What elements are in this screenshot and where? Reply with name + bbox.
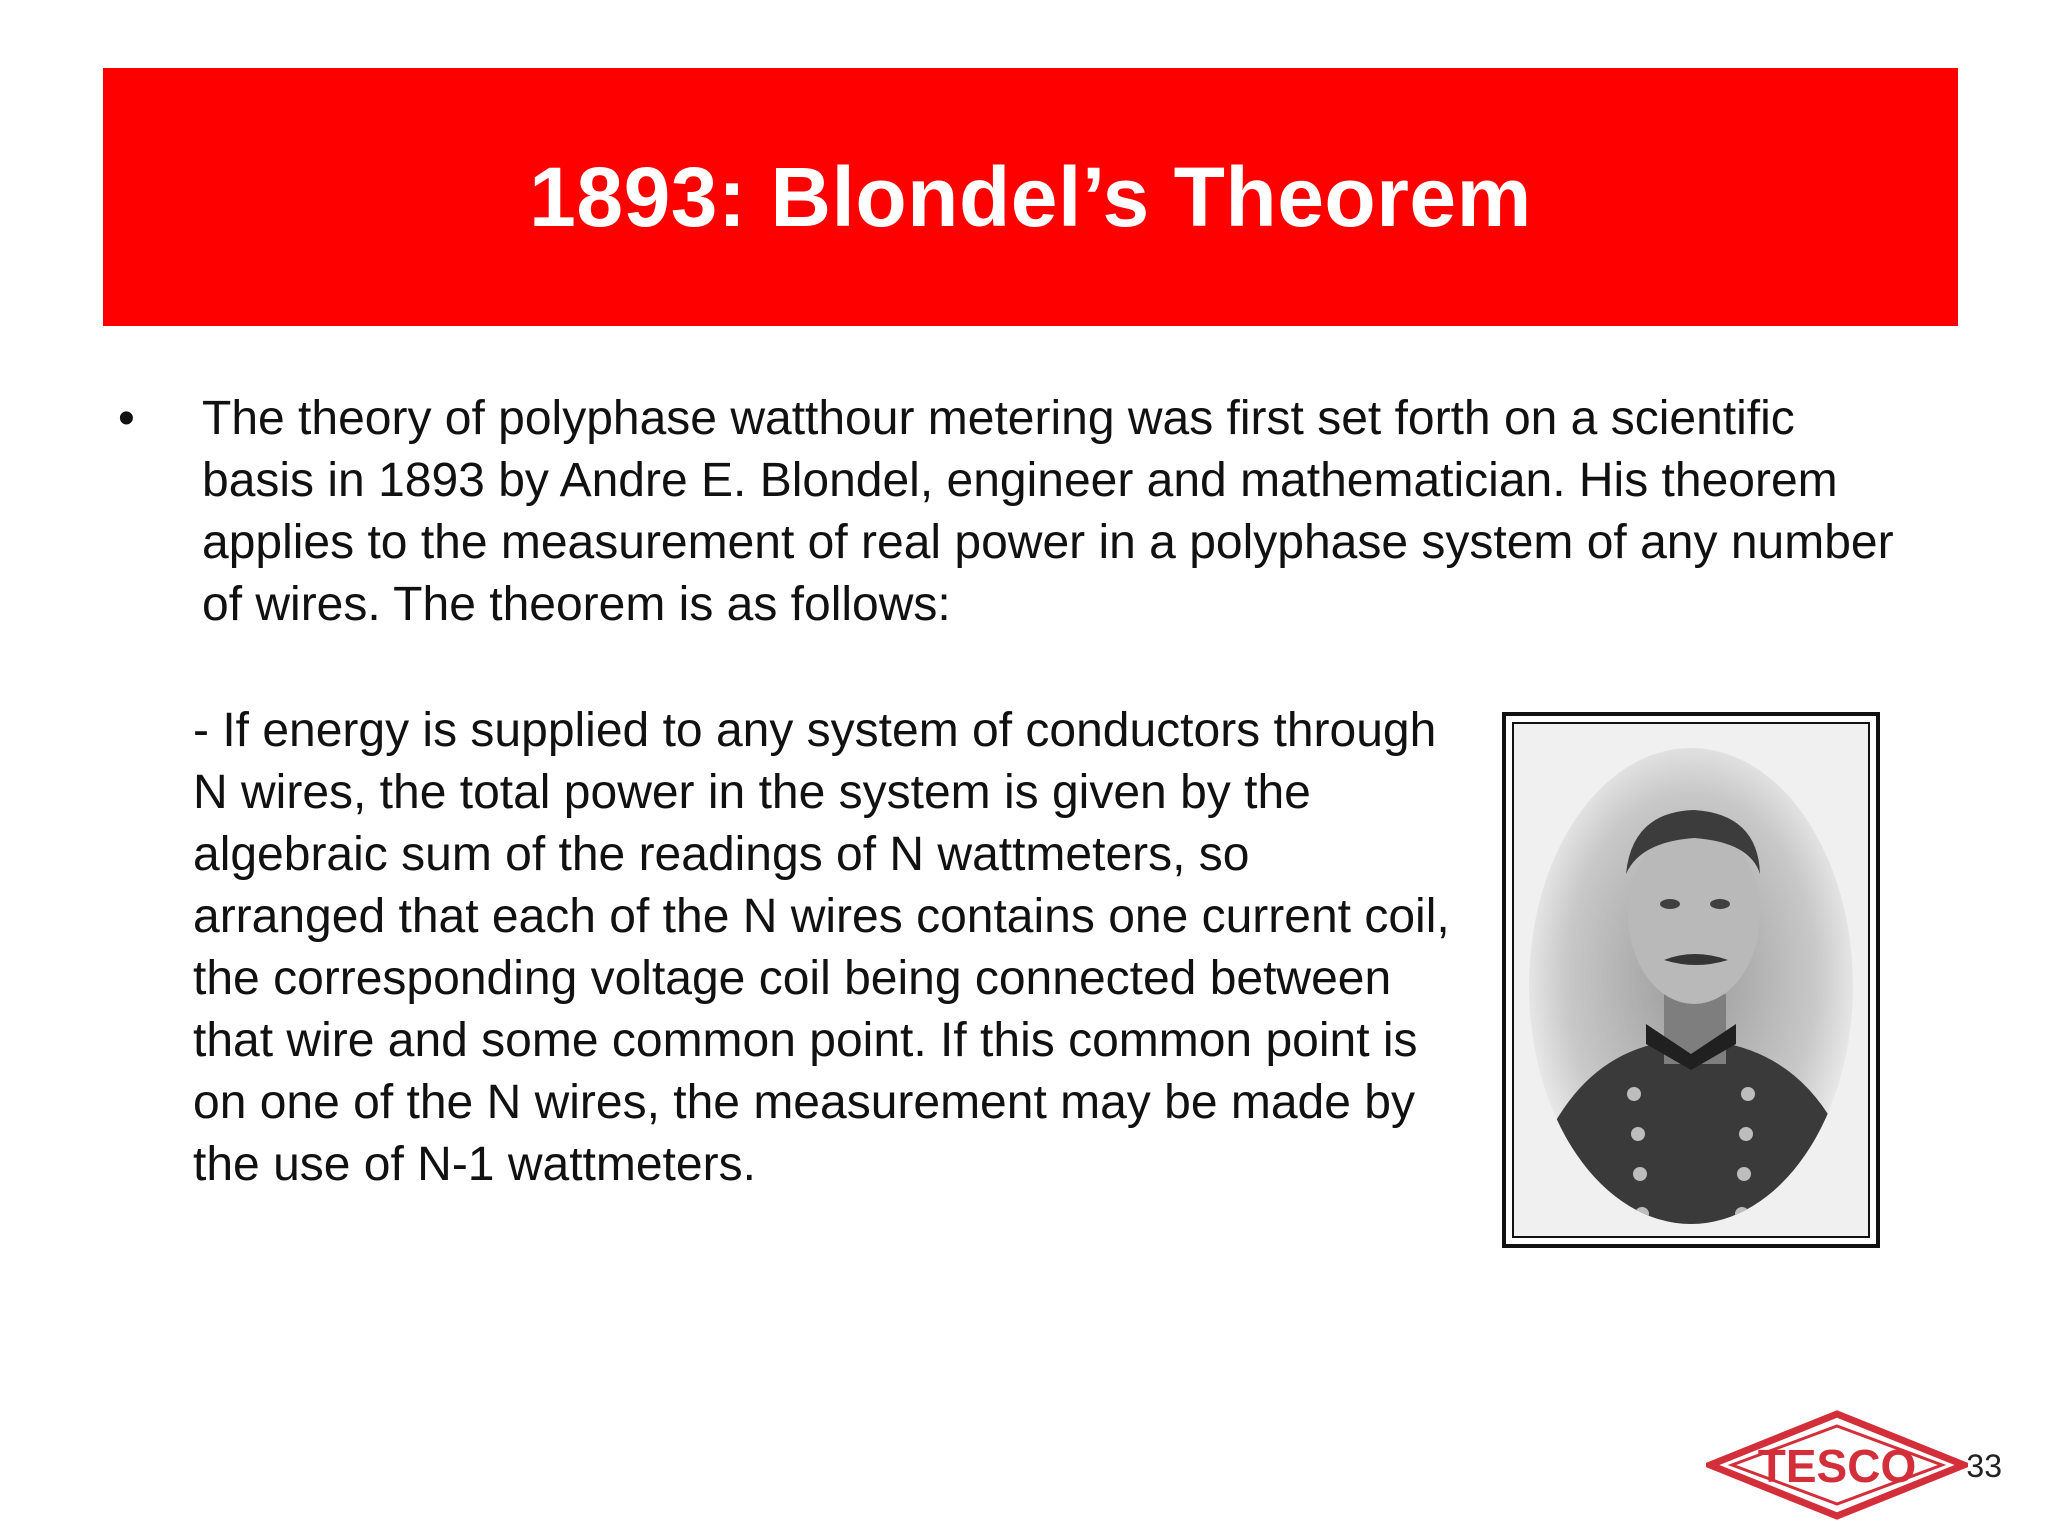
- slide-title: 1893: Blondel’s Theorem: [529, 149, 1532, 244]
- portrait-illustration: [1514, 724, 1868, 1236]
- theorem-statement: - If energy is supplied to any system of conductors through N wires, the total power in the system is given by the algebraic sum of the readings of N wattmeters, so arranged that each of the N wires contains one current coil, the corresponding voltage coil being connected between that wire and some common point. If this common point is on one of the N wires, the measurement may be made by the use of N-1 wattmeters.: [193, 704, 1450, 1191]
- bullet-item: [118, 388, 1918, 636]
- blondel-portrait: [1502, 712, 1880, 1248]
- title-banner: [103, 68, 1958, 326]
- bullet-marker: •: [118, 392, 135, 445]
- bullet-text: The theory of polyphase watthour metering was first set forth on a scientific basis in 1893 by Andre E. Blondel, engineer and mathematician. His theorem applies to the measurement of real power in a polyphase system of any number of wires. The theorem is as follows:: [202, 392, 1894, 631]
- portrait-photo: [1512, 722, 1870, 1238]
- logo-text: TESCO: [1757, 1440, 1917, 1492]
- tesco-logo: [1706, 1410, 1968, 1525]
- page-number: 33: [1966, 1448, 2002, 1484]
